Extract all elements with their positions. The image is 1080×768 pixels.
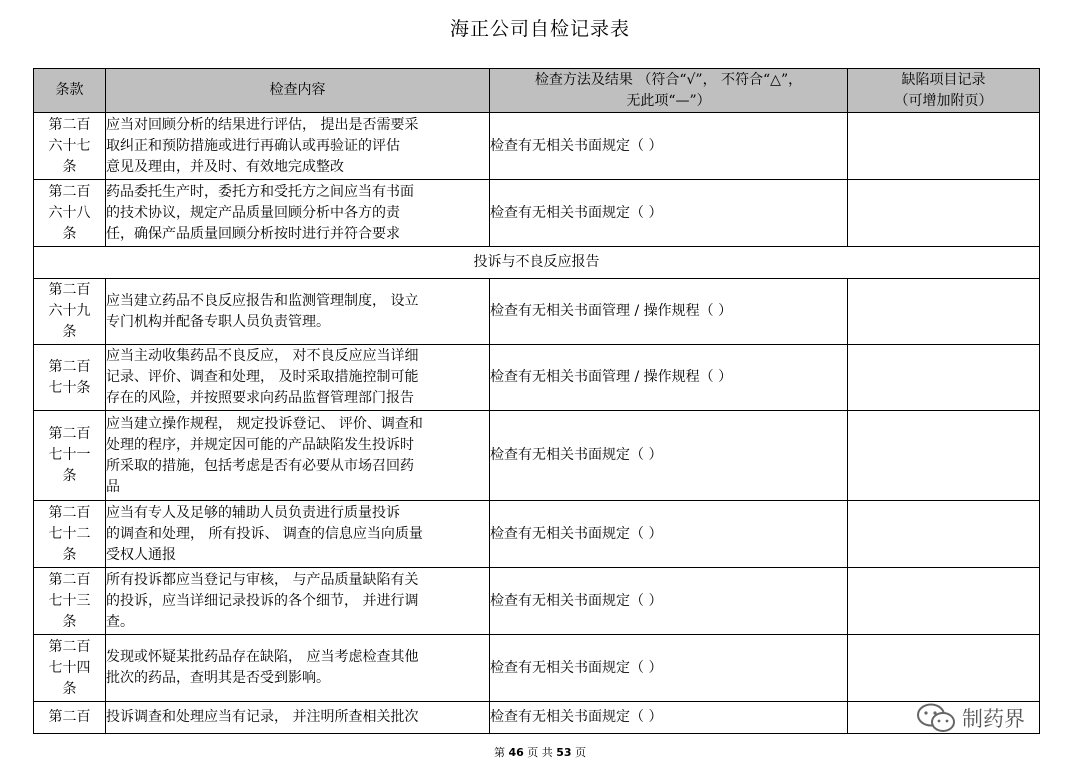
footer-page-number: 46: [508, 746, 524, 759]
method-cell: 检查有无相关书面规定（ ）: [490, 568, 848, 635]
table-row: [34, 345, 1040, 411]
content-line: 应当对回顾分析的结果进行评估， 提出是否需要采: [106, 116, 419, 133]
record-cell[interactable]: [848, 345, 1040, 411]
clause-line: 第二百: [48, 571, 91, 588]
header-method-line: 无此项“—”）: [626, 92, 711, 109]
clause-cell: [34, 702, 106, 734]
record-cell[interactable]: [848, 501, 1040, 568]
page-footer: [0, 744, 1080, 760]
method-cell: 检查有无相关书面管理 / 操作规程（ ）: [490, 279, 848, 345]
content-line: 应当主动收集药品不良反应， 对不良反应应当详细: [106, 348, 419, 364]
content-line: 记录、评价、调查和处理， 及时采取措施控制可能: [106, 369, 419, 385]
table-row: [34, 411, 1040, 501]
header-content: 检查内容: [106, 69, 490, 113]
clause-line: 七十四: [48, 659, 91, 676]
method-cell: 检查有无相关书面规定（ ）: [490, 501, 848, 568]
clause-line: 第二百: [48, 116, 91, 133]
clause-line: 第二百: [48, 282, 91, 298]
clause-line: 六十八: [48, 204, 91, 221]
clause-cell: [34, 568, 106, 635]
clause-line: 条: [62, 613, 77, 630]
footer-prefix: 第: [493, 746, 505, 759]
content-line: 取纠正和预防措施或进行再确认或再验证的评估: [106, 137, 400, 154]
method-cell: 检查有无相关书面规定（ ）: [490, 113, 848, 180]
header-method: [490, 69, 848, 113]
footer-suffix: 页: [575, 746, 587, 759]
content-cell: [106, 113, 490, 180]
header-method-line: 检查方法及结果 （符合“√”， 不符合“△”，: [534, 71, 803, 88]
table-row: [34, 635, 1040, 702]
content-line: 受权人通报: [106, 546, 176, 563]
self-inspection-table: [33, 68, 1040, 734]
content-cell: [106, 702, 490, 734]
method-cell: 检查有无相关书面规定（ ）: [490, 702, 848, 734]
clause-line: 条: [62, 680, 77, 697]
content-line: 专门机构并配备专职人员负责管理。: [106, 313, 330, 330]
clause-cell: [34, 411, 106, 501]
clause-line: 第二百: [48, 709, 91, 725]
table-body-b: [34, 279, 1040, 734]
content-cell: [106, 501, 490, 568]
content-cell: [106, 180, 490, 247]
header-clause: 条款: [34, 69, 106, 113]
clause-cell: [34, 113, 106, 180]
table-body-a: [34, 113, 1040, 247]
record-cell[interactable]: [848, 279, 1040, 345]
header-record: [848, 69, 1040, 113]
table-row: [34, 702, 1040, 734]
content-line: 存在的风险，并按照要求向药品监督管理部门报告: [106, 390, 414, 406]
content-line: 应当建立操作规程， 规定投诉登记、 评价、调查和: [106, 415, 423, 432]
clause-line: 条: [62, 468, 77, 484]
table-row: [34, 180, 1040, 247]
clause-cell: [34, 279, 106, 345]
table-row: [34, 568, 1040, 635]
clause-line: 七十二: [48, 525, 91, 542]
clause-cell: [34, 345, 106, 411]
content-cell: [106, 411, 490, 501]
content-line: 品: [106, 478, 120, 495]
content-line: 处理的程序，并规定因可能的产品缺陷发生投诉时: [106, 436, 414, 453]
document-title: 海正公司自检记录表: [449, 18, 630, 40]
content-line: 的技术协议，规定产品质量回顾分析中各方的责: [106, 204, 400, 221]
clause-line: 条: [62, 158, 77, 175]
content-line: 发现或怀疑某批药品存在缺陷， 应当考虑检查其他: [106, 649, 419, 665]
clause-line: 第二百: [48, 638, 91, 655]
watermark-text: 制药界: [962, 707, 1025, 731]
clause-line: 六十七: [48, 137, 91, 154]
record-cell[interactable]: [848, 635, 1040, 702]
content-cell: [106, 568, 490, 635]
content-line: 的调查和处理， 所有投诉、 调查的信息应当向质量: [106, 525, 423, 542]
clause-cell: [34, 180, 106, 247]
content-line: 应当建立药品不良反应报告和监测管理制度， 设立: [106, 292, 419, 309]
record-cell[interactable]: [848, 411, 1040, 501]
content-line: 批次的药品，查明其是否受到影响。: [106, 670, 330, 686]
clause-line: 第二百: [48, 358, 91, 375]
record-cell[interactable]: [848, 568, 1040, 635]
method-cell: 检查有无相关书面规定（ ）: [490, 635, 848, 702]
clause-line: 七十条: [48, 379, 91, 396]
clause-line: 条: [62, 225, 77, 242]
clause-line: 六十九: [48, 303, 91, 319]
record-cell[interactable]: [848, 180, 1040, 247]
content-line: 所采取的措施，包括考虑是否有必要从市场召回药: [106, 457, 414, 474]
method-cell: 检查有无相关书面规定（ ）: [490, 180, 848, 247]
table-row: [34, 113, 1040, 180]
clause-cell: [34, 635, 106, 702]
content-cell: [106, 635, 490, 702]
content-cell: [106, 279, 490, 345]
content-line: 意见及理由，并及时、有效地完成整改: [106, 158, 344, 175]
record-cell[interactable]: [848, 113, 1040, 180]
watermark: [916, 700, 1025, 736]
table-row: [34, 279, 1040, 345]
header-record-line: （可增加附页）: [894, 92, 993, 109]
clause-line: 第二百: [48, 183, 91, 200]
header-record-line: 缺陷项目记录: [901, 71, 986, 88]
clause-line: 第二百: [48, 504, 91, 521]
content-cell: [106, 345, 490, 411]
content-line: 查。: [106, 613, 134, 630]
clause-line: 七十一: [48, 447, 91, 463]
section-heading: 投诉与不良反应报告: [34, 247, 1040, 279]
clause-line: 七十三: [48, 592, 91, 609]
method-cell: 检查有无相关书面管理 / 操作规程（ ）: [490, 345, 848, 411]
table-body-section: [34, 247, 1040, 279]
content-line: 投诉调查和处理应当有记录， 并注明所查相关批次: [106, 709, 419, 725]
content-line: 所有投诉都应当登记与审核， 与产品质量缺陷有关: [106, 571, 419, 588]
header-row: [34, 69, 1040, 113]
clause-line: 第二百: [48, 426, 91, 442]
content-line: 的投诉，应当详细记录投诉的各个细节， 并进行调: [106, 592, 419, 609]
wechat-icon: [916, 703, 956, 733]
footer-total-pages: 53: [556, 746, 572, 759]
table-row: [34, 501, 1040, 568]
footer-middle: 页 共: [527, 746, 553, 759]
clause-line: 条: [62, 324, 77, 340]
content-line: 应当有专人及足够的辅助人员负责进行质量投诉: [106, 504, 400, 521]
content-line: 药品委托生产时，委托方和受托方之间应当有书面: [106, 183, 414, 200]
content-line: 任，确保产品质量回顾分析按时进行并符合要求: [106, 225, 400, 242]
clause-line: 条: [62, 546, 77, 563]
method-cell: 检查有无相关书面规定（ ）: [490, 411, 848, 501]
section-row: [34, 247, 1040, 279]
clause-cell: [34, 501, 106, 568]
